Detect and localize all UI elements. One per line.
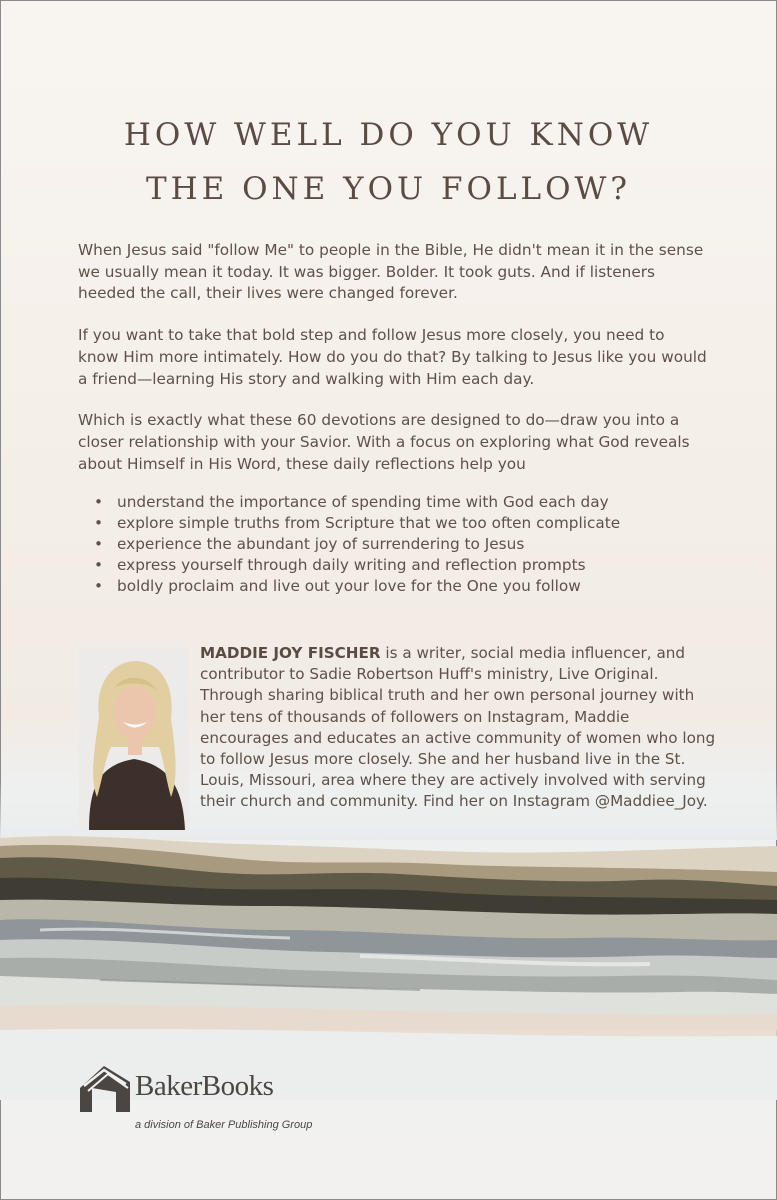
bullet-icon: • <box>94 556 104 575</box>
benefit-list <box>78 492 708 597</box>
paragraph: When Jesus said "follow Me" to people in the Bible, He didn't mean it in the sense we usually mean it today. It was bigger. Bolder. It took guts. And if listeners heeded the call, their lives were changed forever. <box>78 241 704 303</box>
paragraph: Which is exactly what these 60 devotions are designed to do—draw you into a closer relationship with your Savior. With a focus on exploring what God reveals about Himself in His Word, these daily reflections help you <box>78 411 690 473</box>
description <box>78 240 708 597</box>
bullet-icon: • <box>94 577 104 596</box>
bullet-icon: • <box>94 535 104 554</box>
publisher-tagline: a division of Baker Publishing Group <box>135 1119 313 1131</box>
headline <box>0 108 777 216</box>
headline-line-2: THE ONE YOU FOLLOW? <box>145 171 632 207</box>
author-bio-text: is a writer, social media influencer, and contributor to Sadie Robertson Huff's ministry, Live Original. Through sharing biblical truth and her own personal journey with her tens of thousands of followers on Instagram, Maddie encourages and educates an active community of women who long to follow Jesus more closely. She and her husband live in the St. Louis, Missouri, area where they are actively involved with serving their church and community. Find her on Instagram @Maddiee_Joy. <box>200 644 716 811</box>
headline-line-1: HOW WELL DO YOU KNOW <box>123 117 654 153</box>
list-item: • express yourself through daily writing and reflection prompts <box>94 556 586 575</box>
bullet-icon: • <box>94 514 104 533</box>
house-icon <box>78 1064 132 1112</box>
list-item: • boldly proclaim and live out your love for the One you follow <box>94 577 581 596</box>
author-photo <box>79 647 189 830</box>
bullet-icon: • <box>94 493 104 512</box>
paragraph: If you want to take that bold step and follow Jesus more closely, you need to know Him more intimately. How do you do that? By talking to Jesus like you would a friend—learning His story and walking with Him each day. <box>78 326 707 388</box>
list-item: • explore simple truths from Scripture that we too often complicate <box>94 514 621 533</box>
author-bio <box>200 643 720 813</box>
publisher-name: BakerBooks <box>135 1070 274 1102</box>
author-name: MADDIE JOY FISCHER <box>200 644 381 662</box>
list-item: • experience the abundant joy of surrendering to Jesus <box>94 535 525 554</box>
list-item: • understand the importance of spending time with God each day <box>94 493 609 512</box>
